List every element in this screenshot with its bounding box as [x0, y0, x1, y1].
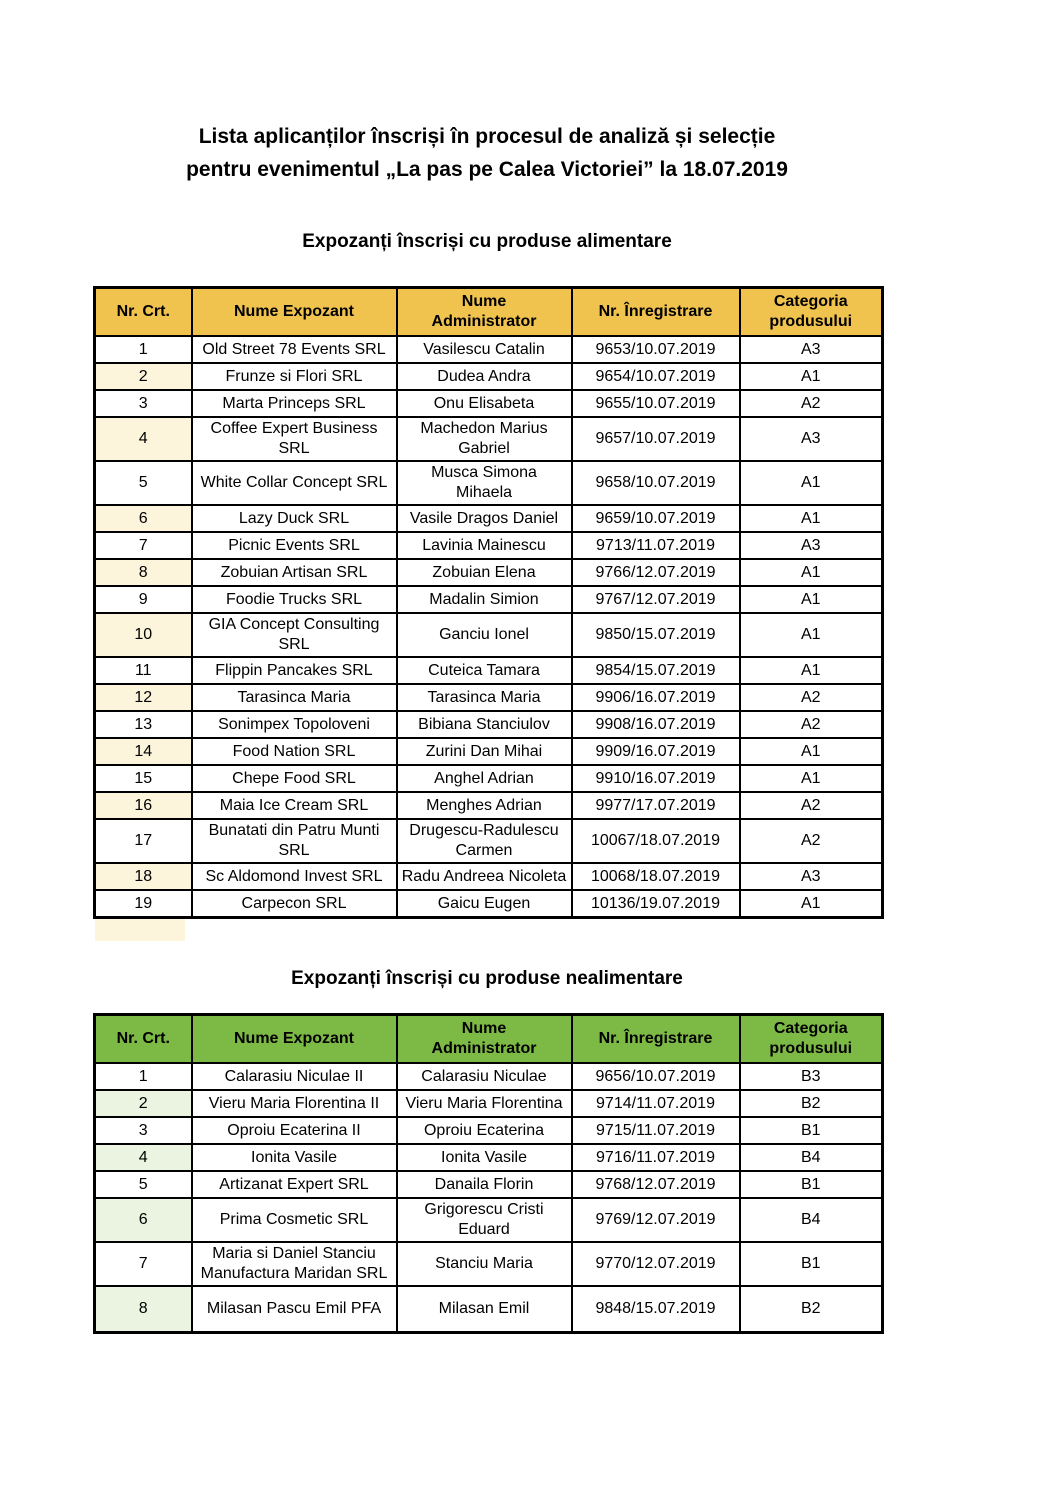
- table-header-row: [95, 1015, 883, 1064]
- table-row: [95, 336, 883, 363]
- cell-nume_expozant: Marta Princeps SRL: [192, 390, 397, 417]
- cell-nr: 8: [95, 1286, 192, 1333]
- cell-nume_administrator: Oproiu Ecaterina: [397, 1117, 572, 1144]
- column-header: Nr. Crt.: [95, 288, 192, 337]
- cell-nr: 7: [95, 1242, 192, 1286]
- cell-nume_expozant: Old Street 78 Events SRL: [192, 336, 397, 363]
- cell-categoria: B3: [740, 1063, 883, 1090]
- table-row: [95, 863, 883, 890]
- column-header: Nume Expozant: [192, 288, 397, 337]
- cell-categoria: B1: [740, 1242, 883, 1286]
- cell-nr_inregistrare: 9906/16.07.2019: [572, 684, 740, 711]
- table-row: [95, 1198, 883, 1242]
- content-column: [93, 0, 881, 1334]
- cell-nr: 7: [95, 532, 192, 559]
- table-row: [95, 1144, 883, 1171]
- table-header: [95, 288, 883, 337]
- cell-nume_administrator: Dudea Andra: [397, 363, 572, 390]
- cell-nr_inregistrare: 9716/11.07.2019: [572, 1144, 740, 1171]
- cell-categoria: A3: [740, 863, 883, 890]
- cell-nume_expozant: Ionita Vasile: [192, 1144, 397, 1171]
- cell-nr_inregistrare: 9713/11.07.2019: [572, 532, 740, 559]
- document-title-line2: pentru evenimentul „La pas pe Calea Victoriei” la 18.07.2019: [186, 158, 788, 181]
- cell-nr: 12: [95, 684, 192, 711]
- cell-nr: 2: [95, 363, 192, 390]
- cell-nr_inregistrare: 9768/12.07.2019: [572, 1171, 740, 1198]
- cell-categoria: B1: [740, 1171, 883, 1198]
- table-row: [95, 390, 883, 417]
- cell-nr_inregistrare: 9850/15.07.2019: [572, 613, 740, 657]
- cell-categoria: A2: [740, 711, 883, 738]
- table-row: [95, 765, 883, 792]
- cell-nume_administrator: Machedon Marius Gabriel: [397, 417, 572, 461]
- cell-categoria: B4: [740, 1198, 883, 1242]
- cell-nume_administrator: Drugescu-Radulescu Carmen: [397, 819, 572, 863]
- cell-categoria: A2: [740, 792, 883, 819]
- column-header: Nume Expozant: [192, 1015, 397, 1064]
- cell-categoria: A1: [740, 363, 883, 390]
- cell-nr_inregistrare: 9767/12.07.2019: [572, 586, 740, 613]
- table-row: [95, 890, 883, 918]
- cell-nr: 8: [95, 559, 192, 586]
- cell-nume_administrator: Musca Simona Mihaela: [397, 461, 572, 505]
- table-row: [95, 559, 883, 586]
- cell-nume_expozant: Frunze si Flori SRL: [192, 363, 397, 390]
- cell-nume_expozant: Bunatati din Patru Munti SRL: [192, 819, 397, 863]
- column-header: Nume Administrator: [397, 288, 572, 337]
- cell-nume_administrator: Ganciu Ionel: [397, 613, 572, 657]
- cell-nume_expozant: Maia Ice Cream SRL: [192, 792, 397, 819]
- cell-nume_expozant: Tarasinca Maria: [192, 684, 397, 711]
- document-title-line1: Lista aplicanților înscriși în procesul de analiză și selecție: [198, 125, 776, 148]
- cell-nr_inregistrare: 9656/10.07.2019: [572, 1063, 740, 1090]
- cell-nume_administrator: Gaicu Eugen: [397, 890, 572, 918]
- table-alimentare: [93, 286, 884, 919]
- cell-nume_administrator: Anghel Adrian: [397, 765, 572, 792]
- cell-nume_administrator: Zurini Dan Mihai: [397, 738, 572, 765]
- cell-nr_inregistrare: 9714/11.07.2019: [572, 1090, 740, 1117]
- cell-nr_inregistrare: 10067/18.07.2019: [572, 819, 740, 863]
- table-nealimentare: [93, 1013, 884, 1334]
- table-row: [95, 505, 883, 532]
- cell-categoria: A1: [740, 890, 883, 918]
- cell-nume_expozant: Prima Cosmetic SRL: [192, 1198, 397, 1242]
- cell-nume_administrator: Vieru Maria Florentina: [397, 1090, 572, 1117]
- cell-nr: 9: [95, 586, 192, 613]
- cell-categoria: A1: [740, 559, 883, 586]
- section-title-nealimentare: Expozanți înscriși cu produse nealimentare: [291, 968, 683, 989]
- cell-nr_inregistrare: 10136/19.07.2019: [572, 890, 740, 918]
- table-row: [95, 1117, 883, 1144]
- column-header: Nr. Înregistrare: [572, 288, 740, 337]
- column-header: Nume Administrator: [397, 1015, 572, 1064]
- cell-categoria: A1: [740, 586, 883, 613]
- cell-nr_inregistrare: 9770/12.07.2019: [572, 1242, 740, 1286]
- cell-nr_inregistrare: 9908/16.07.2019: [572, 711, 740, 738]
- cell-nr: 3: [95, 1117, 192, 1144]
- cell-nume_expozant: White Collar Concept SRL: [192, 461, 397, 505]
- cell-nr: 16: [95, 792, 192, 819]
- cell-categoria: A2: [740, 390, 883, 417]
- cell-nume_administrator: Onu Elisabeta: [397, 390, 572, 417]
- table-row: [95, 738, 883, 765]
- cell-nume_administrator: Radu Andreea Nicoleta: [397, 863, 572, 890]
- table-header: [95, 1015, 883, 1064]
- cell-nr_inregistrare: 9769/12.07.2019: [572, 1198, 740, 1242]
- cell-categoria: A1: [740, 461, 883, 505]
- cell-nr_inregistrare: 10068/18.07.2019: [572, 863, 740, 890]
- table-body: [95, 1063, 883, 1333]
- cell-categoria: A1: [740, 738, 883, 765]
- table-row: [95, 819, 883, 863]
- document-title: [93, 120, 881, 186]
- empty-stripe-cell: [95, 919, 185, 941]
- cell-categoria: A3: [740, 532, 883, 559]
- cell-nr_inregistrare: 9653/10.07.2019: [572, 336, 740, 363]
- table-row: [95, 1242, 883, 1286]
- cell-nume_expozant: Maria si Daniel Stanciu Manufactura Maridan SRL: [192, 1242, 397, 1286]
- cell-nume_expozant: Coffee Expert Business SRL: [192, 417, 397, 461]
- cell-nr_inregistrare: 9659/10.07.2019: [572, 505, 740, 532]
- cell-nume_administrator: Zobuian Elena: [397, 559, 572, 586]
- cell-categoria: A1: [740, 505, 883, 532]
- column-header: Categoria produsului: [740, 288, 883, 337]
- cell-categoria: A2: [740, 819, 883, 863]
- table-row: [95, 532, 883, 559]
- cell-nume_expozant: Sonimpex Topoloveni: [192, 711, 397, 738]
- table-row: [95, 461, 883, 505]
- cell-nume_expozant: Flippin Pancakes SRL: [192, 657, 397, 684]
- cell-nume_expozant: GIA Concept Consulting SRL: [192, 613, 397, 657]
- table-row: [95, 684, 883, 711]
- cell-nume_expozant: Carpecon SRL: [192, 890, 397, 918]
- cell-nr_inregistrare: 9766/12.07.2019: [572, 559, 740, 586]
- cell-nume_administrator: Ionita Vasile: [397, 1144, 572, 1171]
- section-title-alimentare: Expozanți înscriși cu produse alimentare: [302, 231, 672, 252]
- table-row: [95, 792, 883, 819]
- cell-nume_expozant: Zobuian Artisan SRL: [192, 559, 397, 586]
- cell-nume_administrator: Vasilescu Catalin: [397, 336, 572, 363]
- table-row: [95, 1171, 883, 1198]
- cell-nr_inregistrare: 9657/10.07.2019: [572, 417, 740, 461]
- table-body: [95, 336, 883, 918]
- cell-nr_inregistrare: 9977/17.07.2019: [572, 792, 740, 819]
- cell-nume_expozant: Foodie Trucks SRL: [192, 586, 397, 613]
- cell-nume_expozant: Food Nation SRL: [192, 738, 397, 765]
- cell-nume_expozant: Vieru Maria Florentina II: [192, 1090, 397, 1117]
- cell-nume_administrator: Lavinia Mainescu: [397, 532, 572, 559]
- cell-nr: 6: [95, 1198, 192, 1242]
- cell-nume_expozant: Chepe Food SRL: [192, 765, 397, 792]
- cell-nr_inregistrare: 9655/10.07.2019: [572, 390, 740, 417]
- cell-categoria: B2: [740, 1090, 883, 1117]
- cell-nr: 2: [95, 1090, 192, 1117]
- cell-nr: 15: [95, 765, 192, 792]
- column-header: Nr. Înregistrare: [572, 1015, 740, 1064]
- cell-nr_inregistrare: 9909/16.07.2019: [572, 738, 740, 765]
- table-row: [95, 363, 883, 390]
- cell-categoria: A1: [740, 657, 883, 684]
- table-row: [95, 657, 883, 684]
- table-row: [95, 613, 883, 657]
- cell-categoria: A2: [740, 684, 883, 711]
- cell-categoria: A3: [740, 417, 883, 461]
- cell-nr: 14: [95, 738, 192, 765]
- cell-nr: 1: [95, 1063, 192, 1090]
- cell-nume_administrator: Madalin Simion: [397, 586, 572, 613]
- cell-nume_administrator: Bibiana Stanciulov: [397, 711, 572, 738]
- cell-categoria: A1: [740, 765, 883, 792]
- table-row: [95, 1063, 883, 1090]
- column-header: Categoria produsului: [740, 1015, 883, 1064]
- cell-nr: 4: [95, 1144, 192, 1171]
- cell-nume_expozant: Sc Aldomond Invest SRL: [192, 863, 397, 890]
- table-row: [95, 1286, 883, 1333]
- column-header: Nr. Crt.: [95, 1015, 192, 1064]
- cell-nume_expozant: Milasan Pascu Emil PFA: [192, 1286, 397, 1333]
- cell-nume_expozant: Picnic Events SRL: [192, 532, 397, 559]
- cell-nr: 5: [95, 1171, 192, 1198]
- cell-nume_expozant: Calarasiu Niculae II: [192, 1063, 397, 1090]
- cell-nr_inregistrare: 9658/10.07.2019: [572, 461, 740, 505]
- cell-nr: 17: [95, 819, 192, 863]
- cell-nr: 1: [95, 336, 192, 363]
- cell-nume_expozant: Artizanat Expert SRL: [192, 1171, 397, 1198]
- cell-nume_administrator: Stanciu Maria: [397, 1242, 572, 1286]
- table-row: [95, 1090, 883, 1117]
- cell-categoria: B1: [740, 1117, 883, 1144]
- cell-nume_administrator: Cuteica Tamara: [397, 657, 572, 684]
- cell-nr: 3: [95, 390, 192, 417]
- cell-nr_inregistrare: 9715/11.07.2019: [572, 1117, 740, 1144]
- table-row: [95, 711, 883, 738]
- cell-nr: 19: [95, 890, 192, 918]
- cell-nr: 10: [95, 613, 192, 657]
- cell-nr_inregistrare: 9654/10.07.2019: [572, 363, 740, 390]
- cell-nr: 6: [95, 505, 192, 532]
- cell-nume_administrator: Grigorescu Cristi Eduard: [397, 1198, 572, 1242]
- cell-categoria: B4: [740, 1144, 883, 1171]
- cell-categoria: A3: [740, 336, 883, 363]
- cell-nr: 5: [95, 461, 192, 505]
- cell-nume_administrator: Vasile Dragos Daniel: [397, 505, 572, 532]
- table-row: [95, 586, 883, 613]
- cell-nume_administrator: Milasan Emil: [397, 1286, 572, 1333]
- cell-nr_inregistrare: 9848/15.07.2019: [572, 1286, 740, 1333]
- cell-nume_administrator: Menghes Adrian: [397, 792, 572, 819]
- table-row: [95, 417, 883, 461]
- cell-nume_administrator: Danaila Florin: [397, 1171, 572, 1198]
- cell-nume_administrator: Calarasiu Niculae: [397, 1063, 572, 1090]
- cell-nume_administrator: Tarasinca Maria: [397, 684, 572, 711]
- cell-categoria: A1: [740, 613, 883, 657]
- cell-categoria: B2: [740, 1286, 883, 1333]
- cell-nr: 4: [95, 417, 192, 461]
- table-header-row: [95, 288, 883, 337]
- cell-nr_inregistrare: 9854/15.07.2019: [572, 657, 740, 684]
- cell-nr: 18: [95, 863, 192, 890]
- cell-nume_expozant: Oproiu Ecaterina II: [192, 1117, 397, 1144]
- cell-nr: 11: [95, 657, 192, 684]
- cell-nr_inregistrare: 9910/16.07.2019: [572, 765, 740, 792]
- cell-nr: 13: [95, 711, 192, 738]
- cell-nume_expozant: Lazy Duck SRL: [192, 505, 397, 532]
